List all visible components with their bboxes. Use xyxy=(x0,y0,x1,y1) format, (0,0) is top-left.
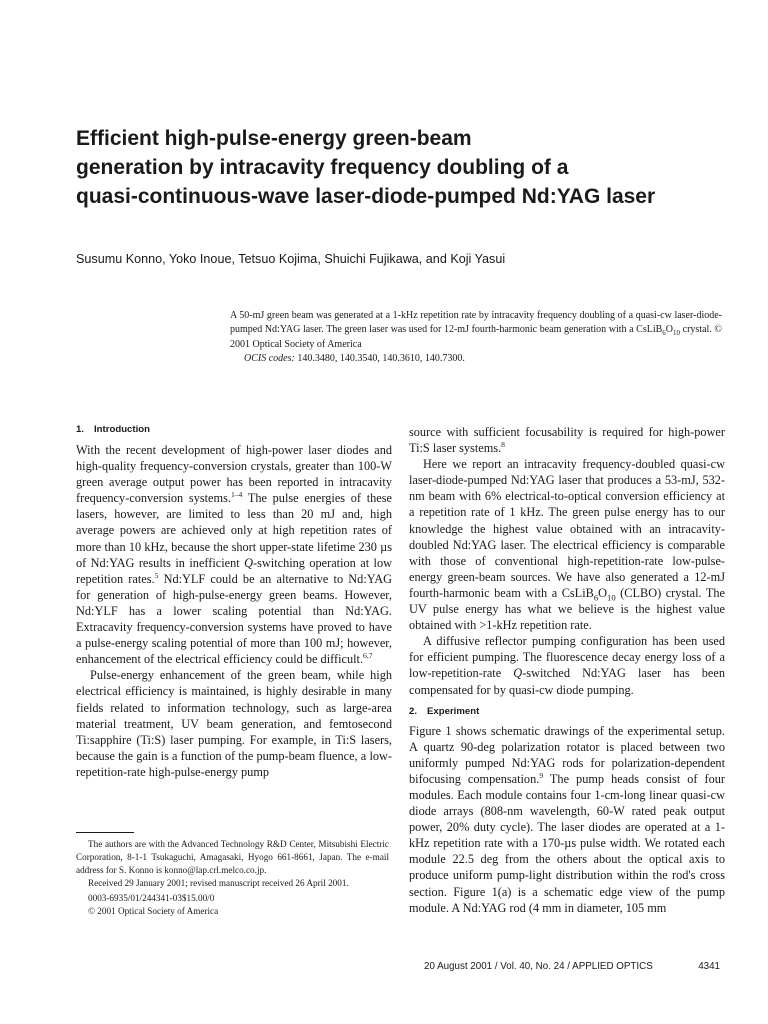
subscript: 6 xyxy=(662,329,666,338)
text-run: O xyxy=(598,585,608,600)
subscript: 6 xyxy=(593,592,599,603)
italic-q: Q xyxy=(244,555,254,570)
footnote-issn: 0003-6935/01/244341-03$15.00/0 xyxy=(88,892,215,903)
footnote-copyright: © 2001 Optical Society of America xyxy=(88,905,219,916)
section-heading-experiment xyxy=(409,704,725,720)
abstract-text xyxy=(230,309,722,352)
paragraph xyxy=(76,442,392,667)
section-number: 1. xyxy=(76,424,85,435)
left-column xyxy=(76,422,392,780)
ocis-label: OCIS codes: xyxy=(244,353,295,365)
italic-q: Q xyxy=(513,666,523,681)
text-run: With the recent development of high-power laser diodes and high-quality frequency-conversion crystals, greater than 100-W green average output power has been reported in intracavity frequency-conversion systems. xyxy=(76,443,392,506)
citation: 9 xyxy=(539,770,544,780)
text-run: (CLBO) crystal. The UV pulse energy has what we believe is the highest value obtained with >1-kHz repetition rate. xyxy=(409,585,725,633)
footnote-divider xyxy=(76,832,134,833)
text-run: source with sufficient focusability is required for high-power Ti:S laser systems. xyxy=(409,425,725,456)
paragraph xyxy=(409,424,725,456)
section-heading-introduction xyxy=(76,422,392,438)
paragraph xyxy=(409,633,725,697)
ocis-codes xyxy=(230,352,722,366)
text-run: -switching operation at low repetition rates. xyxy=(76,555,392,586)
paragraph xyxy=(409,456,725,633)
text-run: Nd:YLF could be an alternative to Nd:YAG for generation of high-pulse-energy green beams. However, Nd:YLF has a lower scaling potential than Nd:YAG. Extracavity frequency-conversion systems have proved to have a pulse-energy scaling potential of more than 100 mJ; however, enhancement of the electrical efficiency could be difficult. xyxy=(76,571,393,667)
title-line: Efficient high-pulse-energy green-beam xyxy=(76,127,472,150)
paper-title xyxy=(76,124,736,211)
subscript: 10 xyxy=(607,592,616,603)
text-run: -switched Nd:YAG laser has been compensated for by quasi-cw diode pumping. xyxy=(409,666,725,697)
ocis-values: 140.3480, 140.3540, 140.3610, 140.7300. xyxy=(294,353,465,365)
footnote xyxy=(76,838,389,917)
text-run: The pulse energies of these lasers, however, are limited to less than 20 mJ and, high average powers are achieved only at high repetition rates of more than 10 kHz, because the short upper-state lifetime 230 µs of Nd:YAG results in inefficient xyxy=(76,491,392,570)
footnote-received: Received 29 January 2001; revised manuscript received 26 April 2001. xyxy=(88,877,349,888)
section-title: Introduction xyxy=(94,424,150,435)
page-footer xyxy=(424,960,720,974)
citation: 5 xyxy=(154,570,159,580)
section-title: Experiment xyxy=(427,705,480,717)
citation: 6,7 xyxy=(363,651,373,661)
abstract-text-a: A 50-mJ green beam was generated at a 1-kHz repetition rate by intracavity frequency doubling of a quasi-cw laser-diode-pumped Nd:YAG laser. The green laser was used for 12-mJ fourth-harmonic beam generation with a CsLiB xyxy=(230,310,722,336)
title-line: quasi-continuous-wave laser-diode-pumped Nd:YAG laser xyxy=(76,185,656,208)
paragraph xyxy=(409,723,725,916)
abstract-text-o: O xyxy=(665,324,674,336)
text-run: The pump heads consist of four modules. Each module contains four 1-cm-long linear quasi-cw diode arrays (808-nm wavelength, 60-W rated peak output power, 20% duty cycle). The laser diodes are operated at a 1-kHz repetition rate with a 170-µs pulse width. We rotated each module 22.5 deg from the others about the optical axis to produce uniform pump-light distribution within the rod's cross section. Figure 1(a) is a schematic edge view of the pump module. A Nd:YAG rod (4 mm in diameter, 105 mm xyxy=(409,771,725,915)
footnote-affiliation: The authors are with the Advanced Technology R&D Center, Mitsubishi Electric Corporation, 8-1-1 Tsukaguchi, Amagasaki, Hyogo 661-8661, Japan. The e-mail address for S. Konno is konno@lap.crl.melco.co.jp. xyxy=(76,839,389,875)
text-run: A diffusive reflector pumping configuration has been used for efficient pumping. The fluorescence decay energy loss of a low-repetition-rate xyxy=(409,634,725,681)
title-line: generation by intracavity frequency doubling of a xyxy=(76,156,569,179)
author-list: Susumu Konno, Yoko Inoue, Tetsuo Kojima, Shuichi Fujikawa, and Koji Yasui xyxy=(76,252,506,266)
paragraph: Pulse-energy enhancement of the green beam, while high electrical efficiency is maintained, is highly desirable in many fields related to information technology, such as large-area material treatment, UV beam generation, and femtosecond Ti:sapphire (Ti:S) laser pumping. For example, in Ti:S lasers, because the gain is a function of the pump-beam fluence, a low-repetition-rate high-pulse-energy pump xyxy=(76,668,392,779)
abstract-text-b: crystal. © 2001 Optical Society of America xyxy=(230,324,722,350)
abstract xyxy=(230,309,722,367)
citation: 1–4 xyxy=(230,490,243,500)
text-run: Figure 1 shows schematic drawings of the experimental setup. A quartz 90-deg polarization rotator is placed between two uniformly pumped Nd:YAG rods for polarization-dependent bifocusing compensation. xyxy=(409,723,725,786)
citation: 8 xyxy=(501,440,505,449)
text-run: Here we report an intracavity frequency-doubled quasi-cw laser-diode-pumped Nd:YAG laser that produces a 53-mJ, 532-nm beam with 6% electrical-to-optical conversion efficiency at a repetition rate of 1 kHz. The green pulse energy has to our knowledge the highest value obtained with an intracavity-doubled Nd:YAG laser. The electrical efficiency is comparable with those of conventional high-repetition-rate low-pulse-energy green-beam sources. We have also generated a 12-mJ fourth-harmonic beam with a CsLiB xyxy=(409,457,725,600)
section-number: 2. xyxy=(409,705,418,717)
page-number: 4341 xyxy=(698,961,720,972)
journal-info: 20 August 2001 / Vol. 40, No. 24 / APPLIED OPTICS xyxy=(424,961,653,972)
right-column xyxy=(409,424,725,916)
subscript: 10 xyxy=(673,329,681,338)
